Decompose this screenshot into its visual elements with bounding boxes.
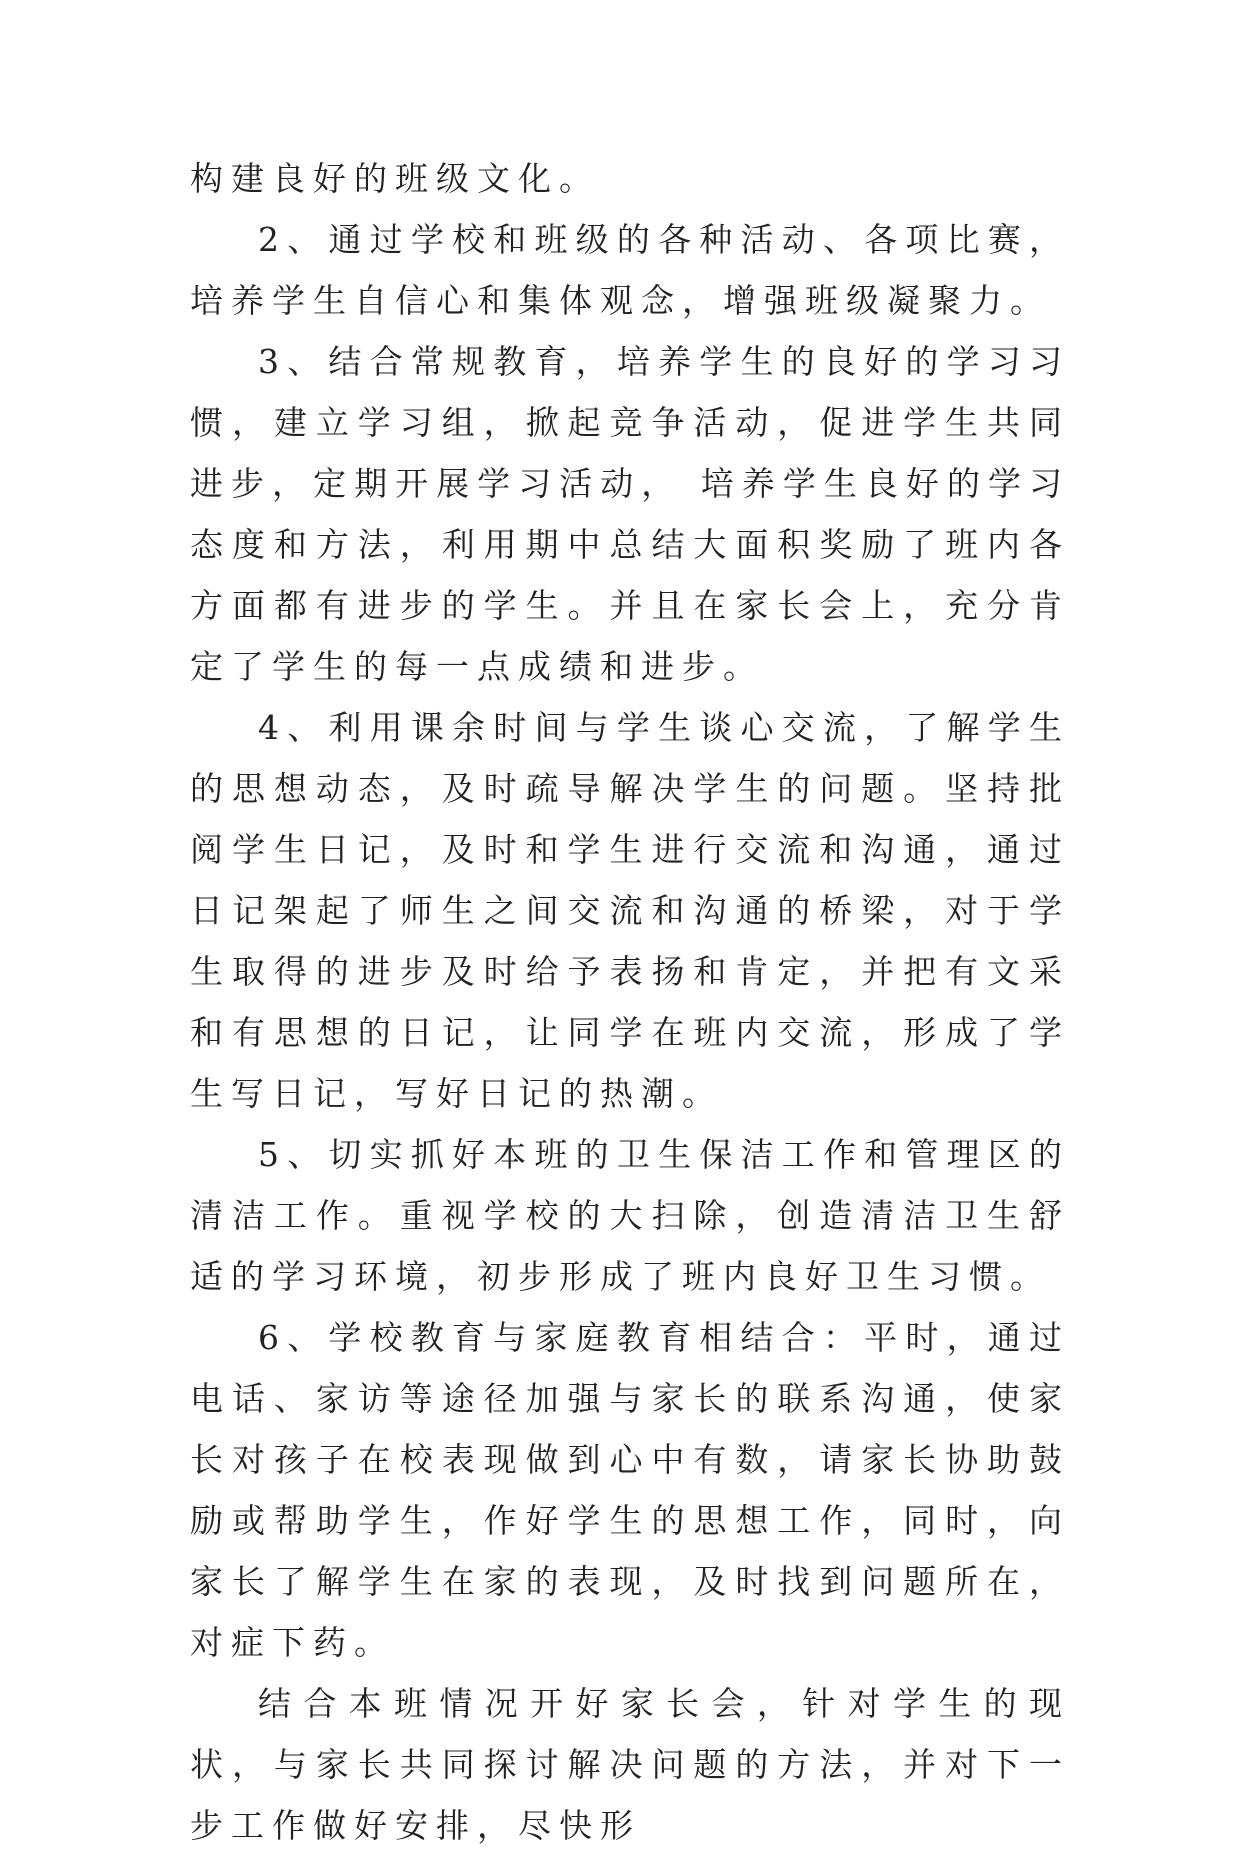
paragraph: 5、切实抓好本班的卫生保洁工作和管理区的清洁工作。重视学校的大扫除，创造清洁卫生舒适的学习环境，初步形成了班内良好卫生习惯。 [190,1135,1070,1296]
paragraph: 2、通过学校和班级的各种活动、各项比赛，培养学生自信心和集体观念，增强班级凝聚力。 [190,220,1070,320]
paragraph: 3、结合常规教育，培养学生的良好的学习习惯，建立学习组，掀起竞争活动，促进学生共同进步，定期开展学习活动， 培养学生良好的学习态度和方法，利用期中总结大面积奖励了班内各方面都有进步的学生。并且在家长会上，充分肯定了学生的每一点成绩和进步。 [190,342,1070,686]
paragraph: 构建良好的班级文化。 [190,159,600,198]
document-body [190,148,1070,1856]
paragraph: 结合本班情况开好家长会，针对学生的现状，与家长共同探讨解决问题的方法，并对下一步工作做好安排，尽快形 [190,1684,1070,1845]
paragraph: 6、学校教育与家庭教育相结合：平时，通过电话、家访等途径加强与家长的联系沟通，使家长对孩子在校表现做到心中有数，请家长协助鼓励或帮助学生，作好学生的思想工作，同时，向家长了解学生在家的表现，及时找到问题所在，对症下药。 [190,1318,1070,1662]
paragraph: 4、利用课余时间与学生谈心交流，了解学生的思想动态，及时疏导解决学生的问题。坚持批阅学生日记，及时和学生进行交流和沟通，通过日记架起了师生之间交流和沟通的桥梁，对于学生取得的进步及时给予表扬和肯定，并把有文采和有思想的日记，让同学在班内交流，形成了学生写日记，写好日记的热潮。 [190,708,1070,1113]
